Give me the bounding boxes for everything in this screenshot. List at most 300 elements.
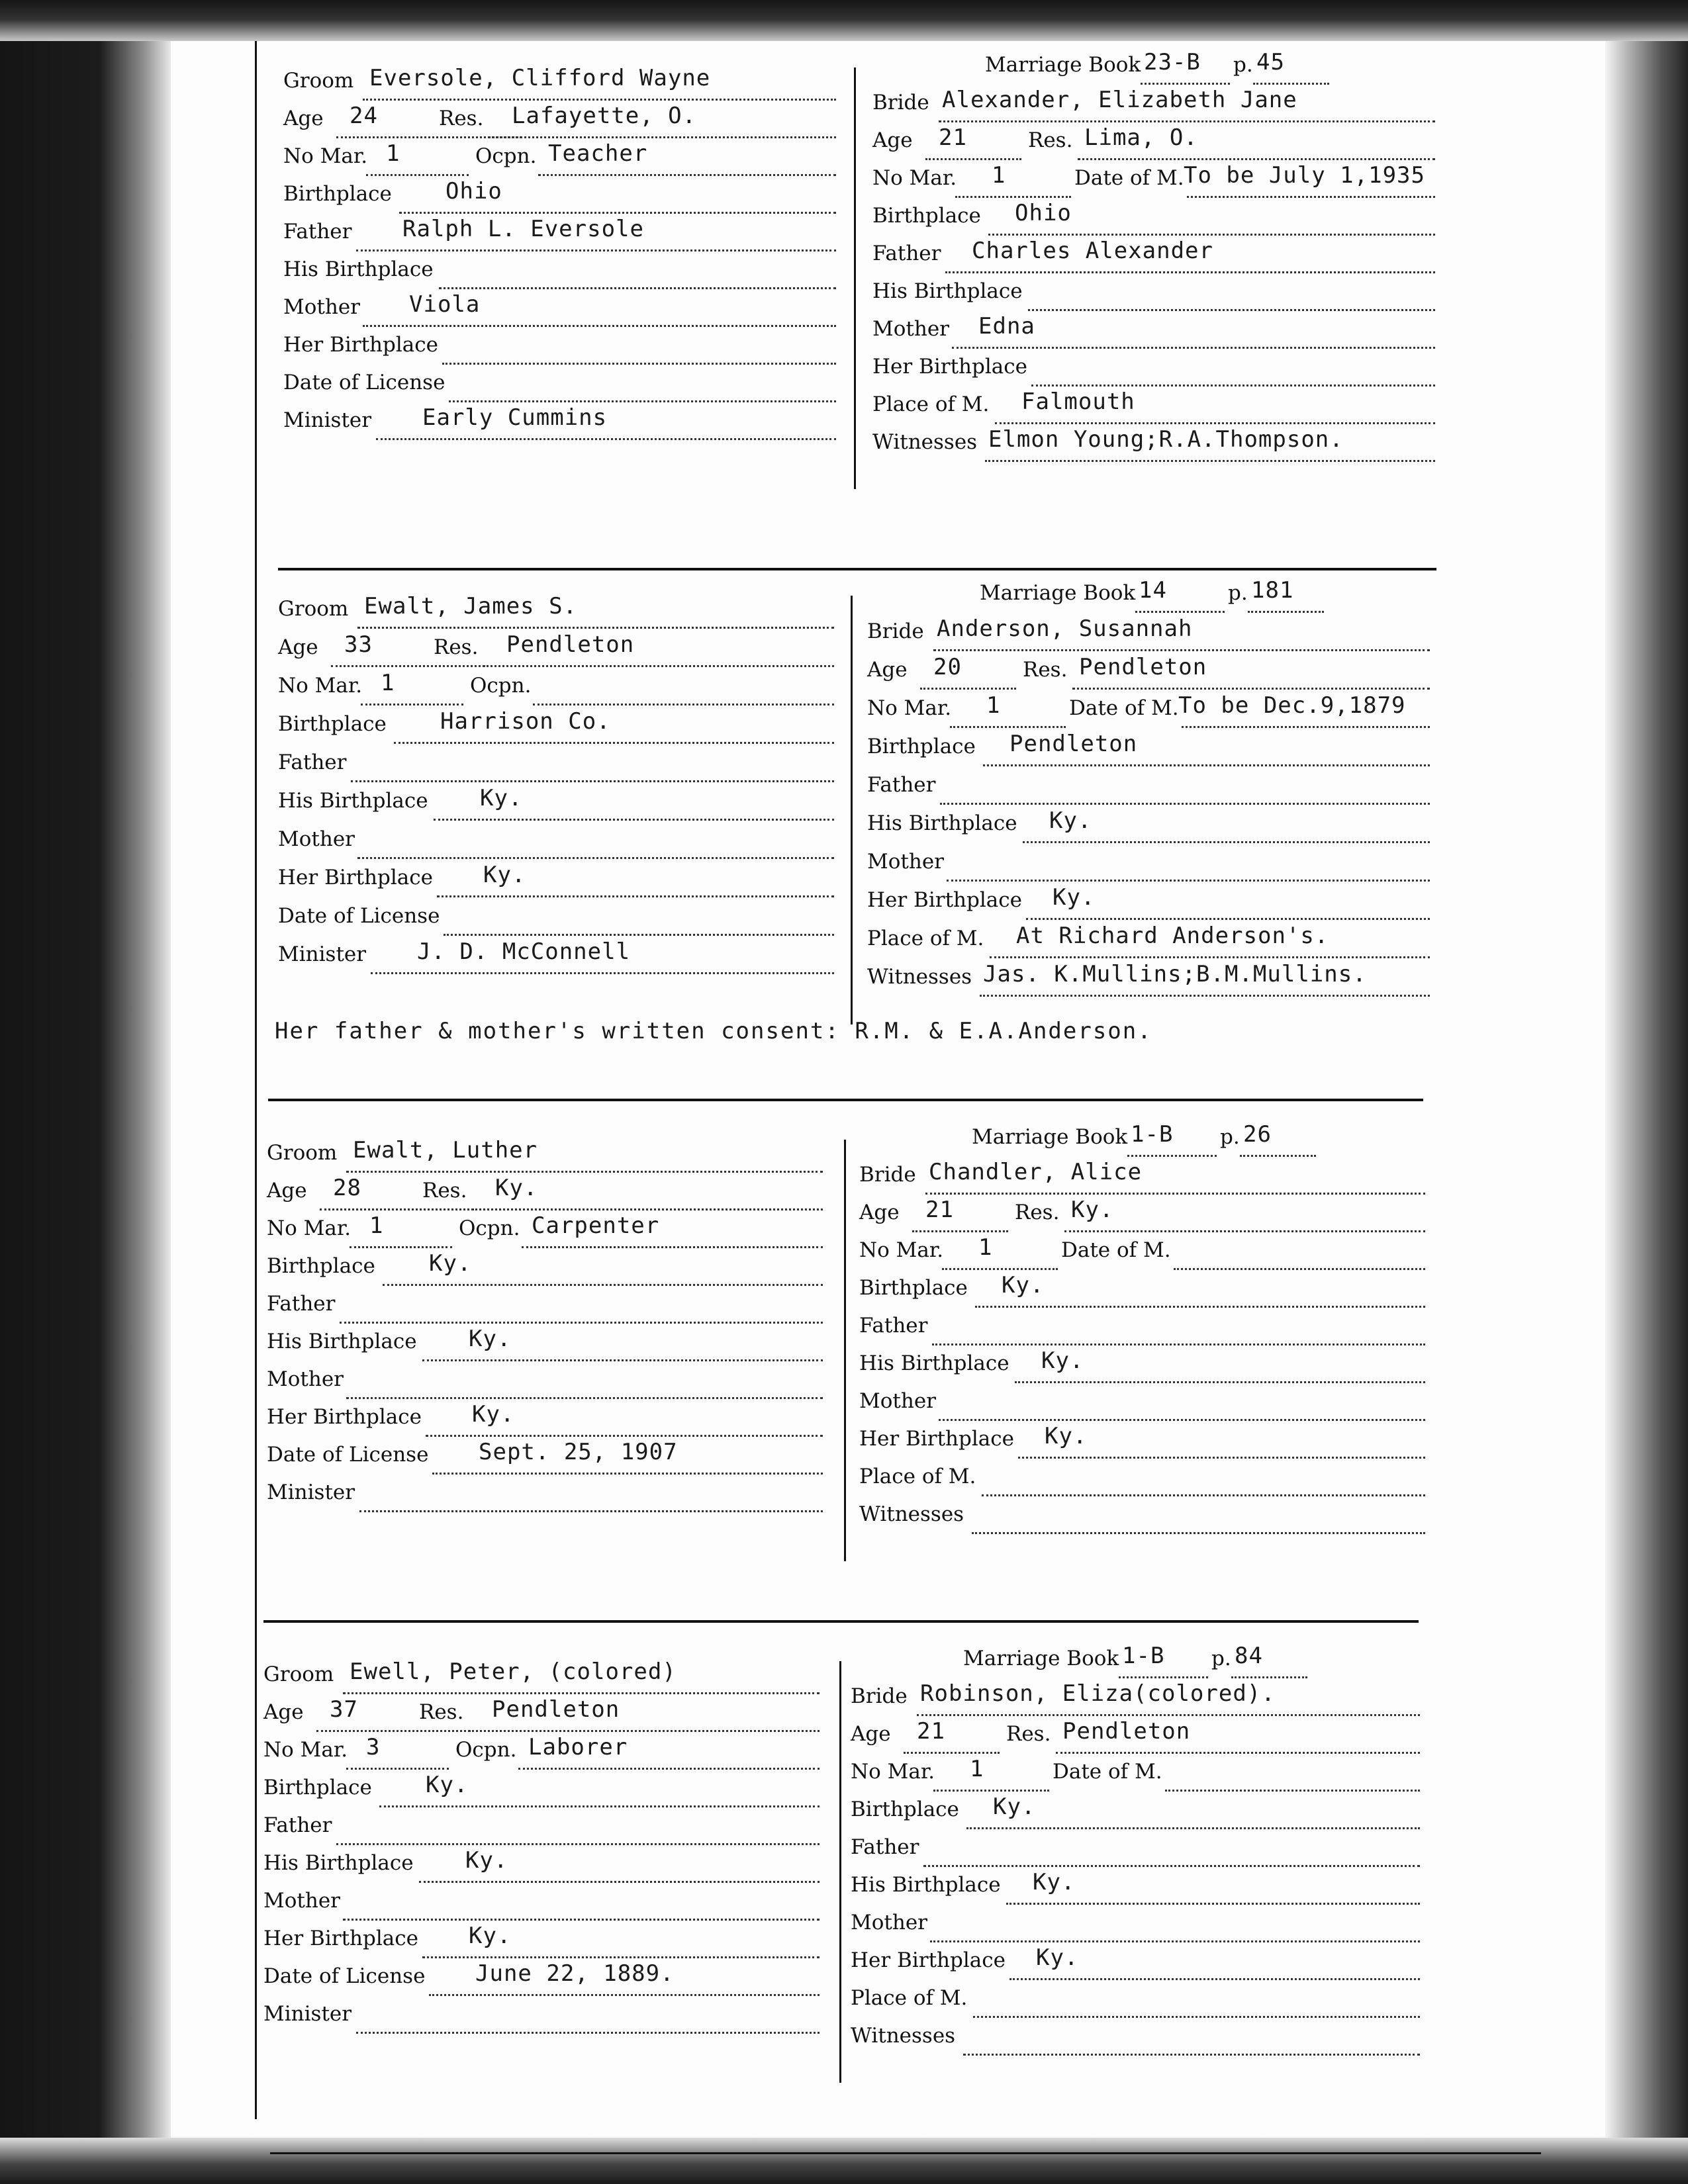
record-separator (268, 1099, 1423, 1101)
bride-mother-value: Edna (978, 313, 1035, 340)
dotted-line (483, 665, 834, 667)
groom-his-birthplace-row (263, 1847, 820, 1888)
bride-column (851, 1643, 1420, 2131)
groom-ocpn-value: Carpenter (532, 1212, 660, 1239)
dotted-line (904, 1752, 1000, 1754)
dotted-line (346, 1397, 823, 1399)
bride-name-row (859, 1159, 1425, 1200)
bride-name-value: Chandler, Alice (929, 1159, 1143, 1185)
dotted-line (422, 1359, 823, 1361)
groom-father-row (283, 216, 836, 257)
bride-age-value: 20 (933, 654, 962, 680)
dotted-line (439, 287, 836, 289)
page-value: 181 (1251, 577, 1294, 604)
marriage-book-value: 1-B (1122, 1643, 1165, 1669)
bride-witnesses-value: Elmon Young;R.A.Thompson. (988, 426, 1344, 453)
bride-father-label: Father (851, 1835, 919, 1859)
groom-his-birthplace-row (267, 1326, 823, 1367)
groom-age-value: 28 (333, 1175, 361, 1201)
bride-res-label: Res. (1015, 1201, 1060, 1224)
dotted-line (942, 1268, 1058, 1270)
dotted-line (1064, 1230, 1425, 1232)
bride-bride-label: Bride (859, 1163, 916, 1187)
groom-no-mar-row (278, 670, 834, 711)
groom-mother-row (278, 827, 834, 864)
date-of-m-value: To be July 1,1935 (1184, 162, 1425, 189)
groom-birthplace-value: Ky. (429, 1250, 472, 1277)
marriage-book-label: Marriage Book (972, 1125, 1128, 1149)
dotted-line (1015, 1381, 1425, 1383)
groom-her-birthplace-label: Her Birthplace (267, 1405, 422, 1429)
dotted-line (1031, 385, 1435, 387)
bride-birthplace-label: Birthplace (851, 1797, 959, 1821)
bride-her-birthplace-row (872, 355, 1435, 392)
groom-minister-value: Early Cummins (422, 404, 608, 431)
groom-minister-row (267, 1480, 823, 1518)
record-separator (263, 1620, 1419, 1623)
groom-ocpn-label: Ocpn. (455, 1738, 517, 1762)
dotted-line (449, 400, 836, 402)
groom-name-row (283, 65, 836, 106)
dotted-line (1009, 1978, 1420, 1980)
groom-mother-label: Mother (267, 1367, 344, 1391)
dotted-line (346, 1768, 449, 1770)
bride-birthplace-value: Ky. (1002, 1272, 1045, 1298)
dotted-line (1248, 611, 1324, 613)
groom-birthplace-label: Birthplace (263, 1776, 372, 1799)
dotted-line (383, 1284, 823, 1286)
groom-minister-row (278, 938, 834, 979)
bride-place-of-m-value: Falmouth (1021, 388, 1135, 415)
date-of-m-label: Date of M. (1053, 1760, 1162, 1784)
groom-no-mar-label: No Mar. (278, 674, 363, 698)
bride-witnesses-row (867, 961, 1430, 1002)
groom-father-value: Ralph L. Eversole (402, 216, 644, 242)
groom-no-mar-value: 3 (366, 1734, 381, 1760)
dotted-line (990, 956, 1430, 958)
groom-minister-row (263, 2002, 820, 2039)
groom-minister-row (283, 404, 836, 445)
groom-age-label: Age (267, 1179, 307, 1203)
groom-father-row (267, 1292, 823, 1329)
groom-mother-row (283, 291, 836, 332)
bride-her-birthplace-value: Ky. (1045, 1423, 1088, 1449)
dotted-line (930, 1940, 1420, 1942)
dotted-line (917, 1714, 1420, 1716)
groom-father-label: Father (263, 1813, 332, 1837)
bride-his-birthplace-label: His Birthplace (867, 811, 1017, 835)
groom-name-value: Ewalt, James S. (364, 593, 578, 619)
column-divider (839, 1661, 841, 2083)
dotted-line (371, 972, 834, 974)
date-of-m-label: Date of M. (1069, 696, 1179, 720)
dotted-line (346, 1171, 823, 1173)
groom-res-value: Ky. (495, 1175, 538, 1201)
bride-place-of-m-label: Place of M. (867, 927, 984, 950)
bride-age-value: 21 (925, 1197, 954, 1223)
dotted-line (472, 1208, 823, 1210)
bride-his-birthplace-label: His Birthplace (859, 1351, 1009, 1375)
groom-his-birthplace-value: Ky. (480, 785, 523, 811)
groom-column (278, 589, 847, 1052)
dotted-line (975, 1306, 1425, 1308)
groom-date-of-license-row (263, 1960, 820, 2001)
bride-witnesses-label: Witnesses (851, 2024, 956, 2048)
dotted-line (945, 271, 1435, 273)
dotted-line (351, 780, 834, 782)
dotted-line (350, 1246, 452, 1248)
bride-father-value: Charles Alexander (972, 238, 1213, 264)
groom-res-label: Res. (439, 107, 484, 130)
bride-no-mar-label: No Mar. (851, 1760, 935, 1784)
date-of-m-value: To be Dec.9,1879 (1178, 692, 1406, 719)
dotted-line (1026, 918, 1430, 920)
groom-no-mar-row (267, 1212, 823, 1253)
groom-no-mar-value: 1 (381, 670, 395, 696)
bride-mother-label: Mother (859, 1389, 936, 1413)
groom-birthplace-label: Birthplace (283, 182, 392, 206)
bride-his-birthplace-value: Ky. (1041, 1347, 1084, 1374)
groom-column (267, 1133, 836, 1596)
dotted-line (434, 819, 834, 821)
bride-mother-row (872, 313, 1435, 354)
groom-age-row (278, 631, 834, 672)
marriage-record (0, 577, 1688, 1092)
bride-mother-label: Mother (872, 317, 949, 341)
bride-no-mar-row (867, 692, 1430, 733)
bride-place-of-m-row (867, 923, 1430, 964)
bride-his-birthplace-row (867, 807, 1430, 848)
bride-age-value: 21 (939, 124, 967, 151)
dotted-line (1141, 83, 1230, 85)
dotted-line (988, 234, 1435, 236)
bride-no-mar-row (872, 162, 1435, 203)
page-value: 84 (1235, 1643, 1263, 1669)
dotted-line (1231, 1676, 1307, 1678)
column-divider (854, 68, 856, 489)
bride-bride-label: Bride (867, 619, 924, 643)
scan-edge-top (0, 0, 1688, 41)
dotted-line (966, 1827, 1420, 1829)
marriage-book-value: 14 (1139, 577, 1167, 604)
dotted-line (522, 1246, 823, 1248)
bride-father-row (867, 773, 1430, 810)
dotted-line (1028, 309, 1435, 311)
bride-witnesses-row (859, 1502, 1425, 1539)
bride-her-birthplace-label: Her Birthplace (867, 888, 1022, 912)
groom-age-label: Age (263, 1700, 304, 1724)
dotted-line (1006, 1903, 1420, 1905)
bride-book-row (859, 1121, 1425, 1162)
bride-his-birthplace-value: Ky. (1049, 807, 1092, 834)
groom-name-value: Ewalt, Luther (353, 1137, 538, 1163)
groom-mother-row (267, 1367, 823, 1404)
bride-father-label: Father (872, 242, 941, 265)
dotted-line (973, 2016, 1420, 2018)
groom-date-of-license-label: Date of License (267, 1443, 429, 1467)
bride-res-value: Pendleton (1079, 654, 1207, 680)
bride-her-birthplace-label: Her Birthplace (872, 355, 1027, 379)
marriage-book-label: Marriage Book (963, 1647, 1119, 1670)
dotted-line (1023, 841, 1430, 843)
marriage-book-label: Marriage Book (985, 53, 1141, 77)
groom-minister-label: Minister (263, 2002, 352, 2026)
bride-age-label: Age (859, 1201, 900, 1224)
bride-birthplace-row (859, 1272, 1425, 1313)
bride-witnesses-label: Witnesses (872, 430, 978, 454)
groom-birthplace-row (278, 708, 834, 749)
groom-date-of-license-label: Date of License (283, 371, 445, 394)
groom-res-value: Pendleton (506, 631, 635, 658)
bride-birthplace-value: Pendleton (1009, 731, 1138, 757)
dotted-line (394, 742, 834, 744)
groom-groom-label: Groom (278, 597, 349, 621)
bride-book-row (867, 577, 1430, 618)
bride-no-mar-label: No Mar. (872, 166, 957, 190)
dotted-line (357, 627, 834, 629)
bride-her-birthplace-label: Her Birthplace (851, 1948, 1006, 1972)
groom-minister-label: Minister (283, 408, 372, 432)
bride-his-birthplace-row (872, 279, 1435, 316)
bride-birthplace-value: Ohio (1015, 200, 1072, 226)
page-label: p. (1220, 1125, 1240, 1149)
groom-father-row (278, 751, 834, 788)
groom-his-birthplace-label: His Birthplace (283, 257, 434, 281)
groom-father-label: Father (278, 751, 347, 774)
groom-age-row (263, 1696, 820, 1737)
groom-birthplace-label: Birthplace (267, 1254, 375, 1278)
groom-age-label: Age (278, 635, 318, 659)
groom-birthplace-row (283, 178, 836, 219)
dotted-line (419, 1881, 820, 1883)
date-of-m-label: Date of M. (1074, 166, 1184, 190)
bride-no-mar-label: No Mar. (859, 1238, 944, 1262)
date-of-m-label: Date of M. (1061, 1238, 1171, 1262)
dotted-line (972, 1532, 1425, 1534)
groom-ocpn-label: Ocpn. (470, 674, 532, 698)
bride-age-row (851, 1718, 1420, 1759)
groom-her-birthplace-value: Ky. (483, 862, 526, 888)
dotted-line (426, 1435, 823, 1437)
consent-note: Her father & mother's written consent: R.M. & E.A.Anderson. (275, 1018, 1152, 1044)
dotted-line (983, 764, 1430, 766)
bride-book-row (872, 49, 1435, 90)
dotted-line (336, 1843, 820, 1845)
dotted-line (376, 438, 836, 440)
bride-no-mar-value: 1 (986, 692, 1001, 719)
groom-no-mar-label: No Mar. (283, 144, 368, 168)
groom-age-row (267, 1175, 823, 1216)
bride-no-mar-row (851, 1756, 1420, 1797)
bride-bride-label: Bride (872, 91, 929, 114)
dotted-line (920, 688, 1016, 690)
groom-date-of-license-row (283, 371, 836, 408)
dotted-line (933, 1790, 1049, 1792)
bride-age-value: 21 (917, 1718, 945, 1745)
bride-her-birthplace-value: Ky. (1053, 884, 1096, 911)
bride-no-mar-value: 1 (992, 162, 1006, 189)
bride-her-birthplace-value: Ky. (1036, 1944, 1079, 1971)
dotted-line (995, 422, 1435, 424)
groom-name-row (267, 1137, 823, 1178)
dotted-line (343, 1692, 820, 1694)
dotted-line (1240, 1155, 1316, 1157)
groom-birthplace-value: Harrison Co. (440, 708, 611, 735)
bride-mother-row (859, 1389, 1425, 1426)
groom-no-mar-row (283, 140, 836, 181)
groom-ocpn-value: Laborer (528, 1734, 628, 1760)
bride-no-mar-label: No Mar. (867, 696, 952, 720)
dotted-line (363, 325, 836, 327)
groom-father-label: Father (267, 1292, 336, 1316)
dotted-line (366, 174, 469, 176)
dotted-line (1165, 1790, 1420, 1792)
groom-groom-label: Groom (263, 1662, 334, 1686)
groom-birthplace-row (267, 1250, 823, 1291)
bride-her-birthplace-row (851, 1944, 1420, 1985)
dotted-line (939, 120, 1435, 122)
dotted-line (939, 1419, 1425, 1421)
marriage-record (0, 1121, 1688, 1636)
bride-his-birthplace-label: His Birthplace (872, 279, 1023, 303)
bride-father-row (851, 1835, 1420, 1872)
page-label: p. (1233, 53, 1253, 77)
dotted-line (923, 1865, 1420, 1867)
groom-ocpn-label: Ocpn. (459, 1216, 520, 1240)
groom-age-label: Age (283, 107, 324, 130)
bride-father-label: Father (859, 1314, 928, 1338)
dotted-line (356, 2032, 820, 2034)
groom-no-mar-value: 1 (386, 140, 400, 167)
bride-name-value: Alexander, Elizabeth Jane (942, 87, 1297, 113)
bride-age-row (859, 1197, 1425, 1238)
groom-res-value: Lafayette, O. (512, 103, 697, 129)
bride-witnesses-row (872, 426, 1435, 467)
bride-mother-row (851, 1911, 1420, 1948)
groom-minister-value: J. D. McConnell (417, 938, 631, 965)
bride-age-row (867, 654, 1430, 695)
bride-her-birthplace-label: Her Birthplace (859, 1427, 1014, 1451)
bride-place-of-m-label: Place of M. (872, 392, 990, 416)
page-label: p. (1211, 1647, 1231, 1670)
bride-birthplace-label: Birthplace (867, 735, 976, 758)
dotted-line (469, 1730, 820, 1732)
groom-her-birthplace-value: Ky. (469, 1923, 512, 1949)
dotted-line (356, 250, 836, 251)
dotted-line (359, 1510, 823, 1512)
groom-his-birthplace-value: Ky. (469, 1326, 512, 1352)
groom-his-birthplace-row (278, 785, 834, 826)
marriage-book-label: Marriage Book (980, 581, 1136, 605)
bride-birthplace-value: Ky. (993, 1794, 1036, 1820)
bride-age-label: Age (851, 1722, 891, 1746)
groom-date-of-license-label: Date of License (278, 904, 440, 928)
dotted-line (343, 1919, 820, 1921)
groom-his-birthplace-label: His Birthplace (263, 1851, 414, 1875)
dotted-line (518, 1768, 820, 1770)
groom-birthplace-value: Ky. (426, 1772, 469, 1798)
groom-birthplace-label: Birthplace (278, 712, 387, 736)
groom-age-row (283, 103, 836, 144)
groom-date-of-license-row (278, 904, 834, 941)
dotted-line (950, 726, 1066, 728)
groom-mother-label: Mother (263, 1889, 340, 1913)
dotted-line (442, 363, 836, 365)
groom-ocpn-value: Teacher (548, 140, 648, 167)
groom-minister-label: Minister (267, 1480, 355, 1504)
dotted-line (925, 158, 1021, 160)
groom-res-label: Res. (419, 1700, 464, 1724)
groom-birthplace-row (263, 1772, 820, 1813)
groom-name-row (263, 1659, 820, 1700)
bride-his-birthplace-label: His Birthplace (851, 1873, 1001, 1897)
bride-father-row (872, 238, 1435, 279)
bride-age-label: Age (872, 128, 913, 152)
dotted-line (955, 196, 1071, 198)
bride-name-row (872, 87, 1435, 128)
bride-birthplace-label: Birthplace (859, 1276, 968, 1300)
groom-date-of-license-label: Date of License (263, 1964, 426, 1988)
dotted-line (437, 895, 834, 897)
dotted-line (538, 174, 836, 176)
bride-birthplace-row (851, 1794, 1420, 1835)
bride-book-row (851, 1643, 1420, 1684)
bride-age-row (872, 124, 1435, 165)
bride-bride-label: Bride (851, 1684, 908, 1708)
bride-name-value: Anderson, Susannah (937, 615, 1193, 642)
dotted-line (444, 934, 834, 936)
bride-place-of-m-row (872, 388, 1435, 430)
dotted-line (912, 1230, 1008, 1232)
groom-mother-label: Mother (278, 827, 355, 851)
groom-mother-value: Viola (409, 291, 481, 318)
groom-column (263, 1655, 833, 2118)
bride-father-row (859, 1314, 1425, 1351)
groom-age-value: 24 (350, 103, 378, 129)
dotted-line (357, 857, 834, 859)
dotted-line (1174, 1268, 1425, 1270)
groom-res-value: Pendleton (492, 1696, 620, 1723)
bride-res-label: Res. (1006, 1722, 1051, 1746)
bride-res-label: Res. (1023, 658, 1068, 682)
groom-mother-label: Mother (283, 295, 360, 319)
bride-birthplace-row (867, 731, 1430, 772)
groom-no-mar-row (263, 1734, 820, 1775)
bride-her-birthplace-row (867, 884, 1430, 925)
bride-no-mar-value: 1 (978, 1234, 993, 1261)
groom-father-label: Father (283, 220, 352, 244)
bride-birthplace-row (872, 200, 1435, 241)
dotted-line (533, 704, 834, 705)
dotted-line (1018, 1457, 1425, 1459)
dotted-line (432, 1473, 823, 1475)
bride-place-of-m-row (851, 1986, 1420, 2023)
groom-groom-label: Groom (283, 69, 354, 93)
column-divider (844, 1140, 846, 1561)
groom-res-label: Res. (434, 635, 479, 659)
dotted-line (947, 880, 1430, 882)
bride-his-birthplace-row (859, 1347, 1425, 1388)
groom-her-birthplace-label: Her Birthplace (263, 1927, 418, 1950)
column-divider (851, 596, 853, 1024)
bride-name-row (867, 615, 1430, 657)
groom-her-birthplace-label: Her Birthplace (283, 333, 438, 357)
dotted-line (925, 1193, 1425, 1195)
marriage-record (0, 1643, 1688, 2158)
dotted-line (1072, 688, 1430, 690)
dotted-line (982, 1494, 1425, 1496)
groom-column (283, 61, 849, 524)
